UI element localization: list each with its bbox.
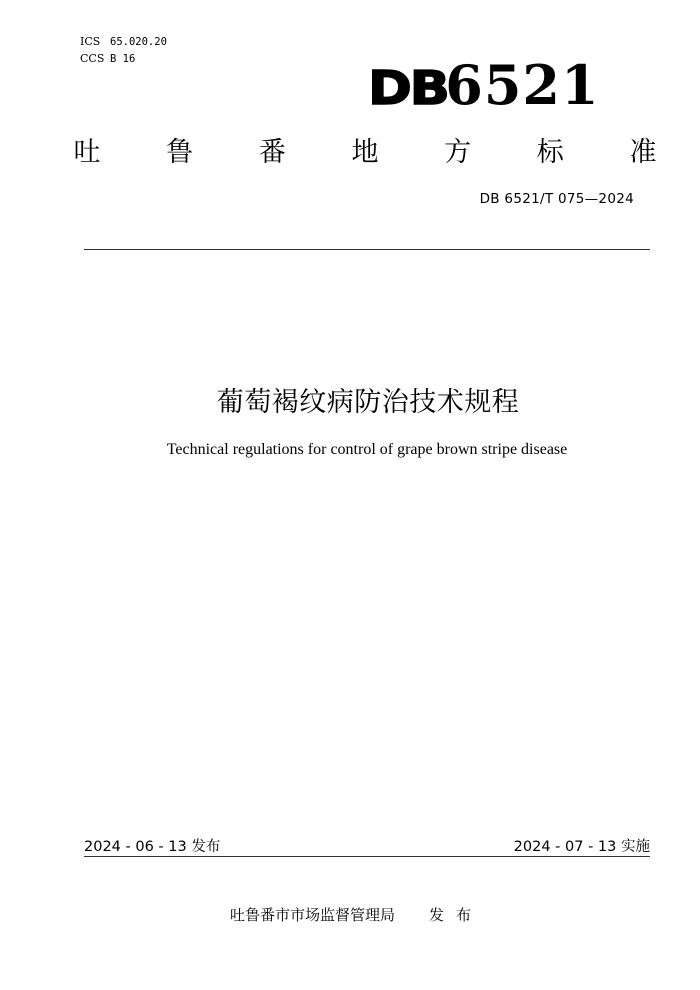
standard-type-char: 吐 (73, 137, 101, 168)
issuer-line (230, 904, 483, 925)
issuer-action: 发布 (429, 906, 484, 924)
db-logo-code: 6521 (445, 53, 600, 117)
standard-type-char: 准 (629, 137, 657, 168)
title-chinese: 葡萄褐纹病防治技术规程 (216, 387, 520, 418)
ccs-value: B 16 (110, 53, 136, 65)
standard-type-char: 番 (258, 137, 286, 168)
ccs-code (80, 52, 135, 66)
title-english: Technical regulations for control of grape brown stripe disease (166, 441, 568, 458)
ccs-label: CCS (80, 52, 105, 65)
implementation-date: 2024 - 07 - 13 实施 (513, 839, 650, 855)
db-standard-logo (368, 53, 600, 117)
ics-label: ICS (80, 35, 101, 48)
standard-type-heading (70, 136, 660, 170)
ics-code (80, 35, 167, 49)
issue-date: 2024 - 06 - 13 发布 (84, 839, 221, 855)
bottom-divider (84, 856, 650, 857)
standard-type-char: 地 (351, 137, 379, 168)
db-logo-prefix: DB (368, 61, 448, 115)
standard-type-char: 方 (444, 137, 472, 168)
ics-value: 65.020.20 (110, 36, 167, 48)
top-divider (84, 249, 650, 250)
standard-number: DB 6521/T 075—2024 (479, 191, 634, 207)
standard-type-char: 标 (536, 137, 564, 168)
issuer-name: 吐鲁番市市场监督管理局 (230, 906, 396, 924)
standard-type-char: 鲁 (166, 137, 194, 168)
